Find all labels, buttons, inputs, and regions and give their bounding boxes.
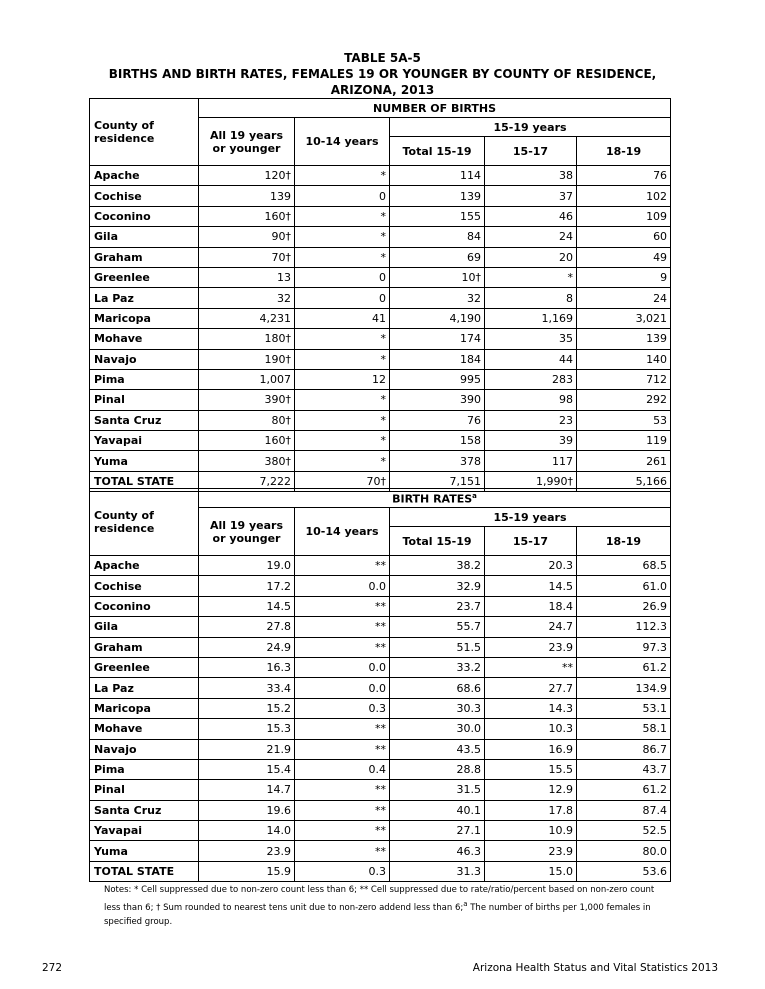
value-cell: 16.9 [485, 739, 577, 759]
value-cell: 24.9 [199, 637, 295, 657]
value-cell: 80† [199, 410, 295, 430]
value-cell: 109 [577, 206, 671, 226]
value-cell: 30.0 [390, 719, 485, 739]
value-cell: 90† [199, 227, 295, 247]
value-cell: 1,990† [485, 471, 577, 491]
table-row [90, 759, 671, 779]
value-cell: 1,007 [199, 369, 295, 389]
table-row [90, 861, 671, 881]
value-cell: 7,151 [390, 471, 485, 491]
county-cell: Gila [90, 227, 199, 247]
table-row [90, 576, 671, 596]
value-cell: 0 [295, 186, 390, 206]
table-row [90, 780, 671, 800]
county-cell: Navajo [90, 349, 199, 369]
table-row [90, 329, 671, 349]
value-cell: 68.6 [390, 678, 485, 698]
value-cell: 51.5 [390, 637, 485, 657]
table-subtitle: ARIZONA, 2013 [330, 83, 435, 97]
table-row [90, 349, 671, 369]
number-of-births-header: NUMBER OF BIRTHS [199, 99, 671, 118]
county-cell: Santa Cruz [90, 410, 199, 430]
county-cell: Cochise [90, 186, 199, 206]
age-18-19-header: 18-19 [577, 137, 671, 166]
county-cell: La Paz [90, 288, 199, 308]
value-cell: 23.9 [199, 841, 295, 861]
value-cell: 160† [199, 206, 295, 226]
value-cell: 9 [577, 267, 671, 287]
value-cell: 28.8 [390, 759, 485, 779]
county-cell: Cochise [90, 576, 199, 596]
value-cell: 24 [577, 288, 671, 308]
value-cell: 17.8 [485, 800, 577, 820]
age-15-19-header: 15-19 years [390, 118, 671, 137]
value-cell: 39 [485, 431, 577, 451]
value-cell: 14.7 [199, 780, 295, 800]
value-cell: 27.7 [485, 678, 577, 698]
value-cell: * [295, 410, 390, 430]
table-row [90, 841, 671, 861]
value-cell: 390† [199, 390, 295, 410]
value-cell: * [485, 267, 577, 287]
value-cell: 10.3 [485, 719, 577, 739]
value-cell: 15.9 [199, 861, 295, 881]
age-15-17-header: 15-17 [485, 527, 577, 556]
value-cell: * [295, 451, 390, 471]
county-cell: Greenlee [90, 267, 199, 287]
county-cell: Maricopa [90, 698, 199, 718]
county-cell: Pima [90, 759, 199, 779]
county-cell: Apache [90, 556, 199, 576]
page-number: 272 [42, 962, 63, 974]
value-cell: 14.5 [199, 596, 295, 616]
county-cell: Greenlee [90, 657, 199, 677]
table-row [90, 719, 671, 739]
value-cell: ** [295, 719, 390, 739]
value-cell: ** [295, 800, 390, 820]
value-cell: 283 [485, 369, 577, 389]
value-cell: ** [295, 556, 390, 576]
value-cell: 44 [485, 349, 577, 369]
value-cell: * [295, 349, 390, 369]
county-cell: Gila [90, 617, 199, 637]
age-10-14-header: 10-14 years [295, 118, 390, 166]
value-cell: 0.3 [295, 698, 390, 718]
value-cell: 61.2 [577, 657, 671, 677]
value-cell: 8 [485, 288, 577, 308]
value-cell: ** [295, 596, 390, 616]
value-cell: 53.1 [577, 698, 671, 718]
county-cell: Pima [90, 369, 199, 389]
value-cell: 31.5 [390, 780, 485, 800]
value-cell: 0 [295, 288, 390, 308]
value-cell: 98 [485, 390, 577, 410]
county-header: County of residence [90, 99, 199, 166]
value-cell: 46 [485, 206, 577, 226]
table-row [90, 596, 671, 616]
all19-header: All 19 years or younger [199, 118, 295, 166]
value-cell: 12 [295, 369, 390, 389]
table-row [90, 206, 671, 226]
value-cell: 35 [485, 329, 577, 349]
value-cell: 55.7 [390, 617, 485, 637]
value-cell: 40.1 [390, 800, 485, 820]
value-cell: 390 [390, 390, 485, 410]
table-row [90, 678, 671, 698]
value-cell: 3,021 [577, 308, 671, 328]
total-15-19-header: Total 15-19 [390, 527, 485, 556]
value-cell: 119 [577, 431, 671, 451]
age-15-19-header: 15-19 years [390, 508, 671, 527]
table-row [90, 698, 671, 718]
table-number: TABLE 5A-5 [344, 51, 421, 65]
table-row [90, 247, 671, 267]
value-cell: 180† [199, 329, 295, 349]
value-cell: 61.2 [577, 780, 671, 800]
value-cell: 15.0 [485, 861, 577, 881]
value-cell: ** [295, 821, 390, 841]
value-cell: 15.3 [199, 719, 295, 739]
county-cell: Santa Cruz [90, 800, 199, 820]
value-cell: 261 [577, 451, 671, 471]
value-cell: 37 [485, 186, 577, 206]
value-cell: 30.3 [390, 698, 485, 718]
value-cell: 31.3 [390, 861, 485, 881]
value-cell: 20.3 [485, 556, 577, 576]
value-cell: 32 [199, 288, 295, 308]
value-cell: 10† [390, 267, 485, 287]
value-cell: 12.9 [485, 780, 577, 800]
value-cell: 0.4 [295, 759, 390, 779]
value-cell: 5,166 [577, 471, 671, 491]
value-cell: 139 [199, 186, 295, 206]
table-row [90, 617, 671, 637]
rates-table [89, 488, 671, 882]
value-cell: 139 [577, 329, 671, 349]
value-cell: 33.2 [390, 657, 485, 677]
value-cell: ** [295, 780, 390, 800]
value-cell: * [295, 166, 390, 186]
value-cell: 190† [199, 349, 295, 369]
value-cell: * [295, 329, 390, 349]
value-cell: 43.5 [390, 739, 485, 759]
value-cell: 70† [295, 471, 390, 491]
value-cell: 134.9 [577, 678, 671, 698]
county-cell: Coconino [90, 596, 199, 616]
value-cell: 97.3 [577, 637, 671, 657]
value-cell: 53.6 [577, 861, 671, 881]
value-cell: 61.0 [577, 576, 671, 596]
value-cell: 58.1 [577, 719, 671, 739]
county-cell: Yuma [90, 841, 199, 861]
value-cell: 24.7 [485, 617, 577, 637]
value-cell: 7,222 [199, 471, 295, 491]
value-cell: 60 [577, 227, 671, 247]
table-row [90, 451, 671, 471]
value-cell: 49 [577, 247, 671, 267]
table-row [90, 800, 671, 820]
value-cell: 53 [577, 410, 671, 430]
value-cell: 46.3 [390, 841, 485, 861]
value-cell: 139 [390, 186, 485, 206]
value-cell: 117 [485, 451, 577, 471]
county-cell: Pinal [90, 390, 199, 410]
value-cell: 16.3 [199, 657, 295, 677]
value-cell: 1,169 [485, 308, 577, 328]
value-cell: * [295, 390, 390, 410]
table-row [90, 308, 671, 328]
value-cell: ** [295, 637, 390, 657]
county-cell: Mohave [90, 719, 199, 739]
value-cell: 0.0 [295, 678, 390, 698]
value-cell: * [295, 431, 390, 451]
value-cell: 712 [577, 369, 671, 389]
value-cell: 4,231 [199, 308, 295, 328]
age-15-17-header: 15-17 [485, 137, 577, 166]
value-cell: 0.0 [295, 657, 390, 677]
value-cell: 10.9 [485, 821, 577, 841]
value-cell: 155 [390, 206, 485, 226]
value-cell: 32.9 [390, 576, 485, 596]
value-cell: 174 [390, 329, 485, 349]
value-cell: 4,190 [390, 308, 485, 328]
value-cell: * [295, 206, 390, 226]
value-cell: 184 [390, 349, 485, 369]
births-table [89, 98, 671, 492]
value-cell: 0.0 [295, 576, 390, 596]
value-cell: 15.5 [485, 759, 577, 779]
value-cell: 15.4 [199, 759, 295, 779]
value-cell: 87.4 [577, 800, 671, 820]
value-cell: 19.6 [199, 800, 295, 820]
value-cell: 52.5 [577, 821, 671, 841]
table-row [90, 390, 671, 410]
county-cell: Yuma [90, 451, 199, 471]
value-cell: 102 [577, 186, 671, 206]
county-cell: Graham [90, 637, 199, 657]
table-row [90, 227, 671, 247]
value-cell: 23.9 [485, 637, 577, 657]
county-cell: TOTAL STATE [90, 861, 199, 881]
value-cell: 140 [577, 349, 671, 369]
value-cell: 0.3 [295, 861, 390, 881]
table-row [90, 267, 671, 287]
value-cell: 13 [199, 267, 295, 287]
value-cell: 38.2 [390, 556, 485, 576]
value-cell: 15.2 [199, 698, 295, 718]
value-cell: 23 [485, 410, 577, 430]
value-cell: 24 [485, 227, 577, 247]
birth-rates-header: BIRTH RATES$^a$ [199, 489, 671, 508]
value-cell: 26.9 [577, 596, 671, 616]
table-row [90, 369, 671, 389]
value-cell: 76 [390, 410, 485, 430]
value-cell: 84 [390, 227, 485, 247]
county-cell: Pinal [90, 780, 199, 800]
value-cell: 995 [390, 369, 485, 389]
value-cell: 86.7 [577, 739, 671, 759]
county-cell: Yavapai [90, 431, 199, 451]
value-cell: 18.4 [485, 596, 577, 616]
value-cell: 380† [199, 451, 295, 471]
footer-title: Arizona Health Status and Vital Statistics 2013 [472, 962, 718, 974]
value-cell: 69 [390, 247, 485, 267]
value-cell: ** [295, 841, 390, 861]
table-row [90, 556, 671, 576]
value-cell: 292 [577, 390, 671, 410]
value-cell: 19.0 [199, 556, 295, 576]
table-row [90, 637, 671, 657]
county-cell: Navajo [90, 739, 199, 759]
table-row [90, 166, 671, 186]
value-cell: 21.9 [199, 739, 295, 759]
value-cell: 27.8 [199, 617, 295, 637]
value-cell: 158 [390, 431, 485, 451]
county-cell: Mohave [90, 329, 199, 349]
table-row [90, 821, 671, 841]
value-cell: 0 [295, 267, 390, 287]
table-notes: Notes: * Cell suppressed due to non-zero count less than 6; ** Cell suppressed due to rate/ratio/percent based on non-zero count less than 6; † Sum rounded to nearest tens unit due to non-zero addend less than 6;$^a$ The number of births per 1,000 females in specified group. [104, 885, 655, 927]
table-row [90, 410, 671, 430]
all19-header: All 19 years or younger [199, 508, 295, 556]
total-15-19-header: Total 15-19 [390, 137, 485, 166]
value-cell: 68.5 [577, 556, 671, 576]
value-cell: 14.5 [485, 576, 577, 596]
value-cell: 23.7 [390, 596, 485, 616]
value-cell: ** [485, 657, 577, 677]
value-cell: 378 [390, 451, 485, 471]
value-cell: 120† [199, 166, 295, 186]
value-cell: 114 [390, 166, 485, 186]
value-cell: 38 [485, 166, 577, 186]
value-cell: 80.0 [577, 841, 671, 861]
table-row [90, 431, 671, 451]
value-cell: * [295, 247, 390, 267]
county-cell: Graham [90, 247, 199, 267]
county-cell: Yavapai [90, 821, 199, 841]
county-cell: La Paz [90, 678, 199, 698]
value-cell: 70† [199, 247, 295, 267]
value-cell: * [295, 227, 390, 247]
value-cell: 76 [577, 166, 671, 186]
county-cell: Maricopa [90, 308, 199, 328]
value-cell: 23.9 [485, 841, 577, 861]
table-row [90, 739, 671, 759]
table-row [90, 186, 671, 206]
value-cell: 32 [390, 288, 485, 308]
value-cell: ** [295, 617, 390, 637]
table-row [90, 288, 671, 308]
table-title: BIRTHS AND BIRTH RATES, FEMALES 19 OR YOUNGER BY COUNTY OF RESIDENCE, [108, 67, 657, 81]
value-cell: 43.7 [577, 759, 671, 779]
value-cell: ** [295, 739, 390, 759]
age-18-19-header: 18-19 [577, 527, 671, 556]
county-header: County of residence [90, 489, 199, 556]
value-cell: 17.2 [199, 576, 295, 596]
table-row [90, 657, 671, 677]
value-cell: 41 [295, 308, 390, 328]
value-cell: 160† [199, 431, 295, 451]
value-cell: 14.0 [199, 821, 295, 841]
county-cell: TOTAL STATE [90, 471, 199, 491]
value-cell: 14.3 [485, 698, 577, 718]
county-cell: Coconino [90, 206, 199, 226]
age-10-14-header: 10-14 years [295, 508, 390, 556]
value-cell: 33.4 [199, 678, 295, 698]
county-cell: Apache [90, 166, 199, 186]
value-cell: 20 [485, 247, 577, 267]
value-cell: 112.3 [577, 617, 671, 637]
value-cell: 27.1 [390, 821, 485, 841]
